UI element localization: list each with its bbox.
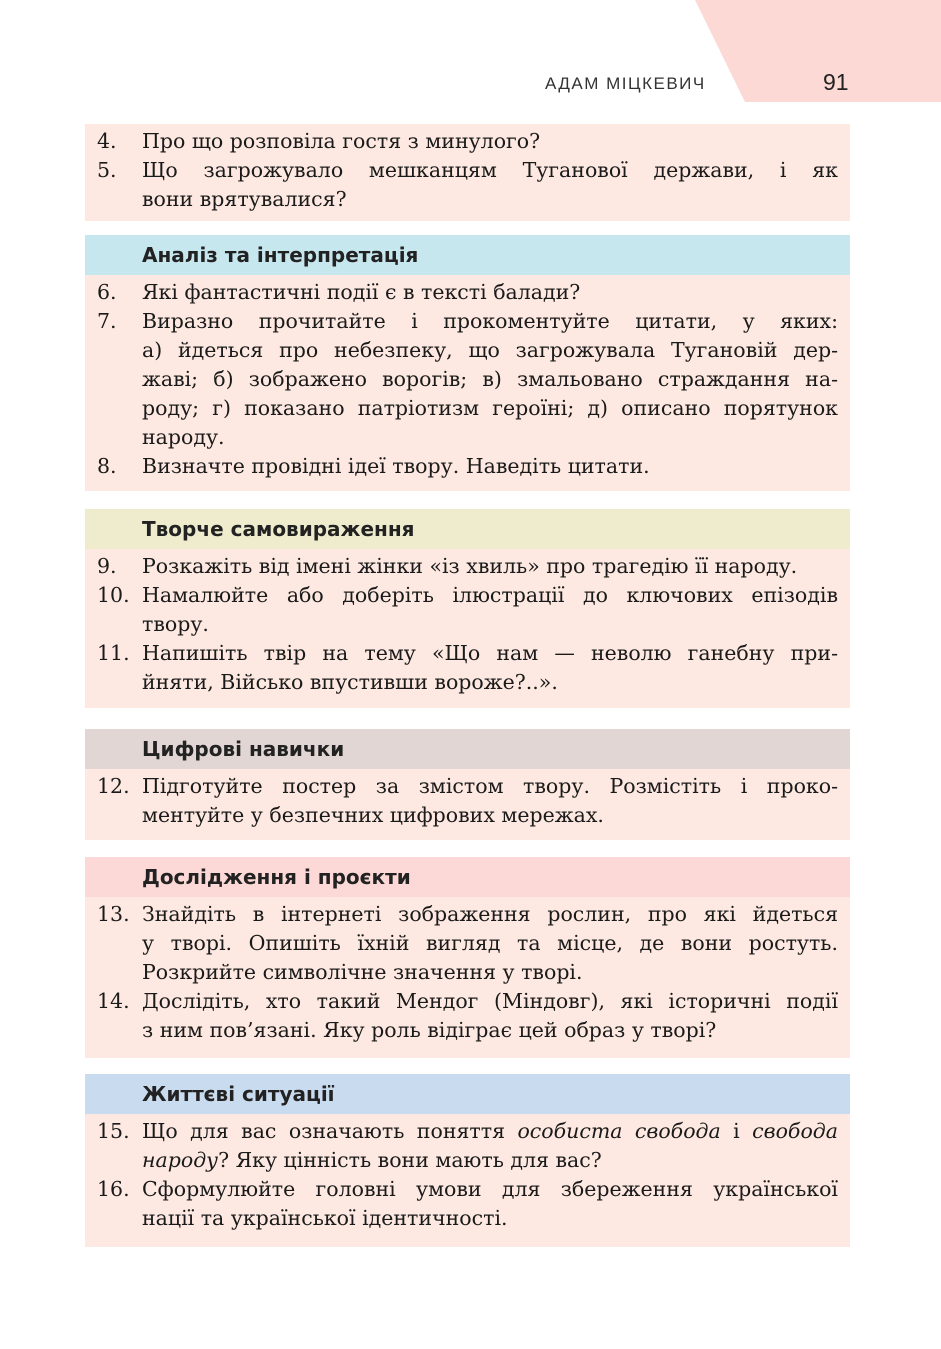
life-questions [85, 1114, 850, 1247]
question-text [142, 552, 838, 581]
question-line: Визначте провідні ідеї твору. Наведіть цитати. [142, 454, 650, 478]
question-text [142, 307, 838, 452]
question-line: нації та української ідентичності. [142, 1206, 508, 1230]
question-line [142, 1117, 838, 1146]
question-line: жаві; б) зображено ворогів; в) змальовано страждання на- [142, 367, 838, 391]
section-title-digital: Цифрові навички [85, 729, 850, 769]
question-item [97, 987, 838, 1045]
intro-questions [85, 124, 850, 221]
question-line: у творі. Опишіть їхній вигляд та місце, де вони ростуть. [142, 931, 838, 955]
question-line [142, 1146, 838, 1175]
question-line: народу. [142, 425, 225, 449]
question-line: вони врятувалися? [142, 187, 347, 211]
question-line: Про що розповіла гостя з минулого? [142, 129, 541, 153]
italic-term: народу [142, 1148, 219, 1172]
question-text [142, 581, 838, 639]
question-item [97, 581, 838, 639]
question-item [97, 156, 838, 214]
question-number: 4. [97, 129, 117, 153]
digital-questions [85, 769, 850, 840]
question-number: 6. [97, 280, 117, 304]
creative-questions [85, 549, 850, 708]
question-line: Сформулюйте головні умови для збереження української [142, 1177, 838, 1201]
question-text [142, 639, 838, 697]
analysis-questions [85, 275, 850, 491]
question-line: ментуйте у безпечних цифрових мережах. [142, 803, 604, 827]
question-item [97, 452, 838, 481]
question-item [97, 307, 838, 452]
question-line: роду; г) показано патріотизм героїні; д) описано порятунок [142, 396, 838, 420]
running-head: АДАМ МІЦКЕВИЧ [545, 74, 706, 93]
question-number: 12. [97, 774, 130, 798]
question-line: Які фантастичні події є в тексті балади? [142, 280, 581, 304]
question-number: 15. [97, 1119, 130, 1143]
question-line: з ним пов’язані. Яку роль відіграє цей образ у творі? [142, 1018, 717, 1042]
text-run: Що для вас означають поняття [142, 1119, 518, 1143]
italic-term: особиста свобода [517, 1119, 721, 1143]
question-number: 7. [97, 309, 117, 333]
section-title-life: Життєві ситуації [85, 1074, 850, 1114]
question-item [97, 1117, 838, 1175]
question-item [97, 278, 838, 307]
text-run: і [720, 1119, 753, 1143]
page-number: 91 [823, 69, 849, 95]
question-line: Напишіть твір на тему «Що нам — неволю ганебну при- [142, 641, 838, 665]
question-item [97, 127, 838, 156]
question-line: твору. [142, 612, 209, 636]
question-number: 9. [97, 554, 117, 578]
question-text [142, 772, 838, 830]
question-number: 13. [97, 902, 130, 926]
question-text [142, 127, 838, 156]
question-item [97, 639, 838, 697]
question-line: Дослідіть, хто такий Мендог (Міндовг), які історичні події [142, 989, 838, 1013]
life-question-list [97, 1175, 838, 1233]
question-line: Підготуйте постер за змістом твору. Розмістіть і проко- [142, 774, 838, 798]
question-text [142, 987, 838, 1045]
question-item [97, 1175, 838, 1233]
question-line: Намалюйте або доберіть ілюстрації до ключових епізодів [142, 583, 838, 607]
question-text [142, 156, 838, 214]
italic-term: свобода [752, 1119, 838, 1143]
question-number: 11. [97, 641, 130, 665]
question-line: Розкрийте символічне значення у творі. [142, 960, 583, 984]
question-text [142, 900, 838, 987]
question-number: 5. [97, 158, 117, 182]
question-line: Виразно прочитайте і прокоментуйте цитати, у яких: [142, 309, 838, 333]
question-number: 8. [97, 454, 117, 478]
question-line: йняти, Військо впустивши вороже?..». [142, 670, 558, 694]
question-line: Розкажіть від імені жінки «із хвиль» про трагедію її народу. [142, 554, 798, 578]
section-title-analysis: Аналіз та інтерпретація [85, 235, 850, 275]
question-text [142, 1117, 838, 1175]
question-item [97, 900, 838, 987]
question-text [142, 278, 838, 307]
question-number: 10. [97, 583, 130, 607]
text-run: ? Яку цінність вони мають для вас? [218, 1148, 602, 1172]
section-title-creative: Творче самовираження [85, 509, 850, 549]
question-line: Що загрожувало мешканцям Туганової держави, і як [142, 158, 838, 182]
question-text [142, 1175, 838, 1233]
question-text [142, 452, 838, 481]
question-number: 14. [97, 989, 130, 1013]
section-title-research: Дослідження і проєкти [85, 857, 850, 897]
research-questions [85, 897, 850, 1058]
question-line: а) йдеться про небезпеку, що загрожувала Тугановій дер- [142, 338, 838, 362]
question-item [97, 772, 838, 830]
header-decoration [695, 0, 941, 102]
question-line: Знайдіть в інтернеті зображення рослин, про які йдеться [142, 902, 838, 926]
question-item [97, 552, 838, 581]
question-number: 16. [97, 1177, 130, 1201]
